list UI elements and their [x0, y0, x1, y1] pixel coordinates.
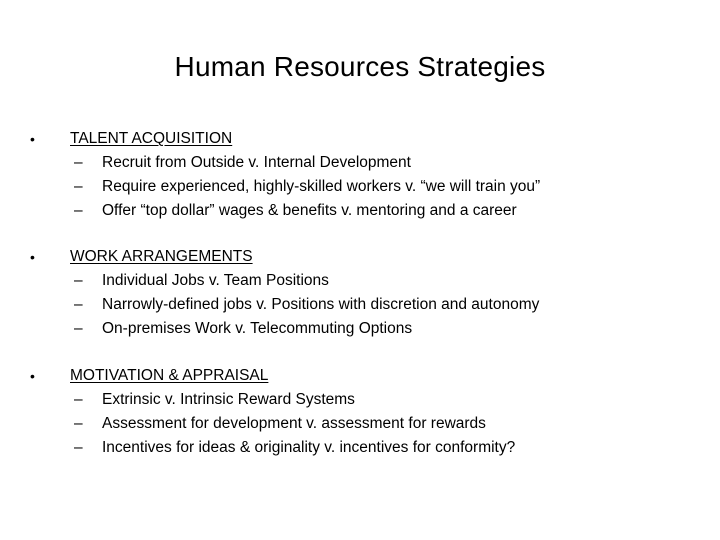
list-item-text: On-premises Work v. Telecommuting Options	[102, 320, 413, 337]
page-title: Human Resources Strategies	[174, 51, 546, 82]
dash-icon: –	[74, 154, 83, 171]
list-item-text: Offer “top dollar” wages & benefits v. mentoring and a career	[102, 202, 517, 219]
list-item	[74, 151, 540, 175]
list-item	[74, 317, 539, 341]
sub-bullet-list	[74, 151, 540, 223]
list-item	[74, 175, 540, 199]
sub-bullet-list	[74, 388, 515, 460]
dash-icon: –	[74, 178, 83, 195]
bullet-icon: •	[30, 368, 35, 384]
section-heading: MOTIVATION & APPRAISAL	[70, 367, 269, 384]
list-item-text: Narrowly-defined jobs v. Positions with discretion and autonomy	[102, 296, 540, 313]
list-item	[74, 388, 515, 412]
dash-icon: –	[74, 391, 83, 408]
list-item	[74, 269, 539, 293]
list-item	[74, 199, 540, 223]
dash-icon: –	[74, 439, 83, 456]
list-item-text: Individual Jobs v. Team Positions	[102, 272, 329, 289]
bullet-icon: •	[30, 249, 35, 265]
list-item-text: Require experienced, highly-skilled workers v. “we will train you”	[102, 178, 541, 195]
list-item	[74, 293, 539, 317]
dash-icon: –	[74, 415, 83, 432]
dash-icon: –	[74, 296, 83, 313]
dash-icon: –	[74, 320, 83, 337]
list-item-text: Incentives for ideas & originality v. incentives for conformity?	[102, 439, 516, 456]
list-item	[74, 436, 515, 460]
list-item-text: Recruit from Outside v. Internal Development	[102, 154, 411, 171]
sub-bullet-list	[74, 269, 539, 341]
section-heading: WORK ARRANGEMENTS	[70, 248, 253, 265]
section-heading: TALENT ACQUISITION	[70, 130, 233, 147]
list-item-text: Assessment for development v. assessment for rewards	[102, 415, 486, 432]
list-item-text: Extrinsic v. Intrinsic Reward Systems	[102, 391, 355, 408]
dash-icon: –	[74, 272, 83, 289]
list-item	[74, 412, 515, 436]
dash-icon: –	[74, 202, 83, 219]
bullet-icon: •	[30, 131, 35, 147]
